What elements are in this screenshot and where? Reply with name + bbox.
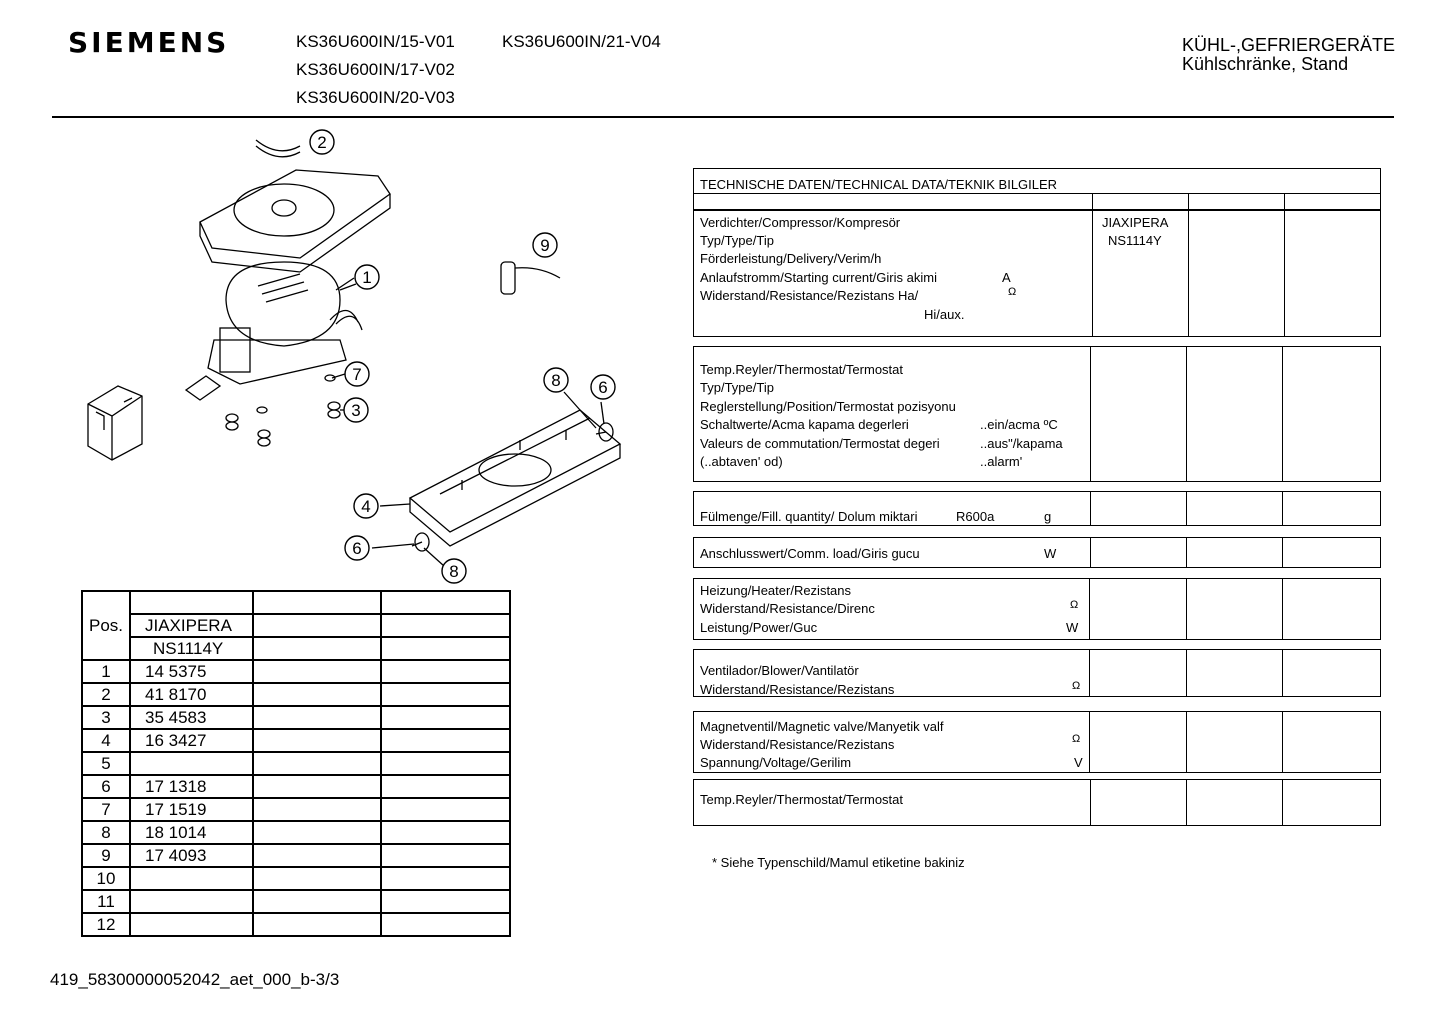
- heater-section: [693, 578, 1381, 640]
- document-id: 419_58300000052042_aet_000_b-3/3: [50, 970, 340, 989]
- brand-logo: SIEMENS: [68, 26, 230, 59]
- thermostat-section: [693, 346, 1381, 482]
- parts-column-header: NS1114Y: [153, 638, 224, 658]
- compressor-label: Verdichter/Compressor/Kompresör: [700, 215, 901, 230]
- table-row: 8 18 1014: [82, 821, 510, 844]
- thermostat2-section: [693, 779, 1381, 826]
- table-row: 10: [82, 867, 510, 890]
- compressor-type-value: NS1114Y: [1108, 233, 1162, 248]
- tech-title: TECHNISCHE DATEN/TECHNICAL DATA/TEKNIK BILGILER: [700, 177, 1058, 192]
- svg-text:6: 6: [598, 378, 608, 397]
- table-row: 1 14 5375: [82, 660, 510, 683]
- svg-text:3: 3: [351, 401, 361, 420]
- model-number: KS36U600IN/20-V03: [296, 88, 455, 107]
- svg-text:8: 8: [551, 371, 561, 390]
- svg-text:1: 1: [362, 268, 372, 287]
- callout-2: [310, 130, 334, 154]
- thermostat-label: Temp.Reyler/Thermostat/Termostat: [700, 792, 904, 807]
- switching-label: Schaltwerte/Acma kapama degerleri: [700, 417, 909, 432]
- unit-label: g: [1044, 509, 1052, 524]
- resistance-label: Widerstand/Resistance/Direnc: [700, 601, 875, 616]
- unit-label: Ω: [1070, 599, 1079, 611]
- switching-value: ..ein/acma ºC: [980, 417, 1058, 432]
- alarm-value: ..alarm': [980, 454, 1023, 469]
- resistance-label: Widerstand/Resistance/Rezistans: [700, 737, 895, 752]
- table-row: 2 41 8170: [82, 683, 510, 706]
- callout-8: [544, 368, 568, 392]
- unit-label: Ω: [1072, 733, 1081, 745]
- defrost-label: (..abtaven' od): [700, 454, 783, 469]
- type-label: Typ/Type/Tip: [700, 380, 774, 395]
- table-row: 9 17 4093: [82, 844, 510, 867]
- category-title: KÜHL-,GEFRIERGERÄTE: [1182, 35, 1396, 55]
- pos-header: Pos.: [88, 615, 124, 635]
- callout-9: [533, 233, 557, 257]
- callout-1: [355, 265, 379, 289]
- svg-text:2: 2: [317, 133, 327, 152]
- parts-column-header: JIAXIPERA: [145, 615, 232, 635]
- heater-label: Heizung/Heater/Rezistans: [700, 583, 852, 598]
- refrigerant-value: R600a: [956, 509, 995, 524]
- unit-label: V: [1074, 755, 1083, 770]
- unit-label: A: [1002, 270, 1011, 285]
- svg-text:4: 4: [361, 497, 371, 516]
- footnote: * Siehe Typenschild/Mamul etiketine bakiniz: [712, 855, 965, 870]
- voltage-label: Spannung/Voltage/Gerilim: [700, 755, 852, 770]
- load-label: Anschlusswert/Comm. load/Giris gucu: [700, 546, 920, 561]
- parts-table: [81, 590, 511, 937]
- blower-label: Ventilador/Blower/Vantilatör: [700, 663, 859, 678]
- callout-6: [345, 536, 369, 560]
- model-number: KS36U600IN/17-V02: [296, 60, 455, 79]
- unit-label: Ω: [1008, 286, 1017, 298]
- callout-8: [442, 559, 466, 583]
- callout-7: [345, 362, 369, 386]
- type-label: Typ/Type/Tip: [700, 233, 774, 248]
- thermostat-label: Temp.Reyler/Thermostat/Termostat: [700, 362, 904, 377]
- blower-section: [693, 649, 1381, 697]
- fill-quantity-section: [693, 491, 1381, 526]
- table-row: 12: [82, 913, 510, 936]
- svg-text:6: 6: [352, 539, 362, 558]
- callout-6: [591, 375, 615, 399]
- load-section: [693, 537, 1381, 568]
- compressor-section: [693, 210, 1381, 337]
- unit-label: Ω: [1072, 680, 1081, 692]
- callout-3: [354, 494, 378, 518]
- position-label: Reglerstellung/Position/Termostat pozisyonu: [700, 399, 956, 414]
- model-number: KS36U600IN/15-V01: [296, 32, 455, 51]
- svg-text:9: 9: [540, 236, 550, 255]
- unit-label: W: [1066, 620, 1079, 635]
- delivery-label: Förderleistung/Delivery/Verim/h: [700, 251, 882, 266]
- resistance-label: Widerstand/Resistance/Rezistans Ha/: [700, 288, 919, 303]
- svg-text:8: 8: [449, 562, 459, 581]
- table-row: 3 35 4583: [82, 706, 510, 729]
- compressor-value: JIAXIPERA: [1102, 215, 1169, 230]
- callout-4: [344, 398, 368, 422]
- commutation-value: ..aus"/kapama: [980, 436, 1063, 451]
- tech-header-row: [693, 194, 1381, 210]
- aux-label: Hi/aux.: [924, 307, 965, 322]
- resistance-label: Widerstand/Resistance/Rezistans: [700, 682, 895, 697]
- svg-text:7: 7: [352, 365, 362, 384]
- table-row: 7 17 1519: [82, 798, 510, 821]
- table-row: 6 17 1318: [82, 775, 510, 798]
- commutation-label: Valeurs de commutation/Termostat degeri: [700, 436, 940, 451]
- fill-quantity-label: Fülmenge/Fill. quantity/ Dolum miktari: [700, 509, 918, 524]
- valve-section: [693, 711, 1381, 773]
- starting-current-label: Anlaufstromm/Starting current/Giris akimi: [700, 270, 937, 285]
- model-number: KS36U600IN/21-V04: [502, 32, 661, 51]
- category-subtitle: Kühlschränke, Stand: [1182, 54, 1349, 74]
- table-row: 5: [82, 752, 510, 775]
- tech-title-box: [693, 168, 1381, 194]
- table-row: 11: [82, 890, 510, 913]
- power-label: Leistung/Power/Guc: [700, 620, 818, 635]
- unit-label: W: [1044, 546, 1057, 561]
- exploded-parts-diagram: [0, 0, 700, 590]
- valve-label: Magnetventil/Magnetic valve/Manyetik valf: [700, 719, 944, 734]
- table-row: 4 16 3427: [82, 729, 510, 752]
